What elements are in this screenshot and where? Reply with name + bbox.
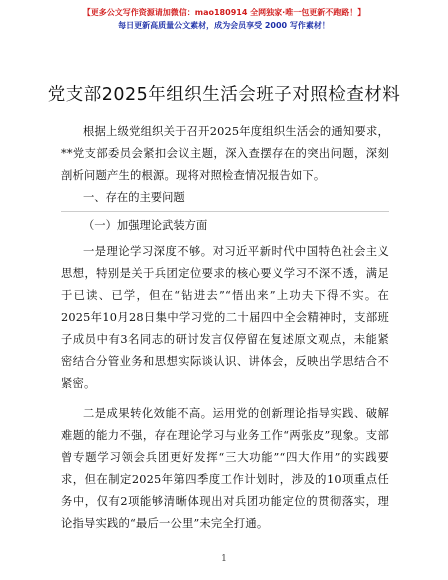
intro-paragraph: 根据上级党组织关于召开2025年度组织生活会的通知要求，**党支部委员会紧扣会议主题，深入查摆存在的突出问题，深刻剖析问题产生的根源。现将对照检查情况报告如下。	[61, 125, 389, 182]
page-number: 1	[221, 554, 227, 564]
document-body	[61, 121, 389, 557]
subsection-heading-1: （一）加强理论武装方面	[83, 219, 208, 232]
document-title: 党支部2025年组织生活会班子对照检查材料	[47, 85, 401, 105]
promo-banner-line-1: 【更多公文写作资源请加微信：mao180914 全网独家·唯一包更新不跑路！】	[82, 8, 366, 17]
promo-banner-line-2: 每日更新高质量公文素材，成为会员享受 2000 写作素材！	[118, 21, 330, 30]
body-paragraph-2: 二是成果转化效能不高。运用党的创新理论指导实践、破解难题的能力不强，存在理论学习与业务工作“两张皮”现象。支部曾专题学习领会兵团更好发挥“三大功能”“四大作用”的实践要求，但在制定2025年第四季度工作计划时，涉及的10项重点任务中，仅有2项能够清晰体现出对兵团功能定位的贯彻落实，理论指导实践的“最后一公里”未完全打通。	[61, 407, 389, 530]
promo-banner	[0, 6, 448, 32]
section-heading-1: 一、存在的主要问题	[83, 191, 185, 204]
section-divider	[61, 211, 389, 212]
body-paragraph-1: 一是理论学习深度不够。对习近平新时代中国特色社会主义思想，特别是关于兵团定位要求的核心要义学习不深不透，满足于已读、已学，但在“钻进去”“悟出来”上功夫下得不实。在2025年10月28日集中学习党的二十届四中全会精神时，支部班子成员中有3名同志的研讨发言仅停留在复述原文观点，未能紧密结合分管业务和思想实际谈认识、讲体会，反映出学思结合不紧密。	[61, 245, 389, 390]
